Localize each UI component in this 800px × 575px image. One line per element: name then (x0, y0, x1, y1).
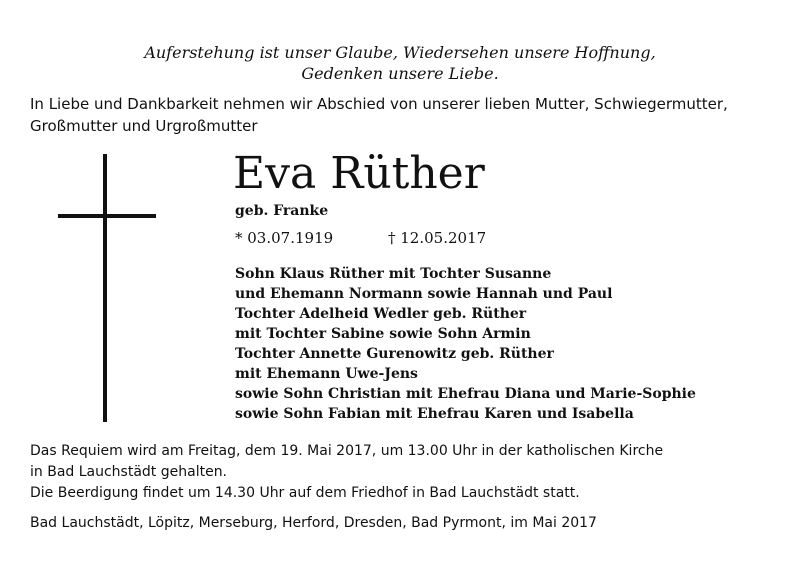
maiden-name: geb. Franke (235, 203, 329, 219)
mourner-line: mit Tochter Sabine sowie Sohn Armin (235, 326, 531, 342)
places-date-line: Bad Lauchstädt, Löpitz, Merseburg, Herford, Dresden, Bad Pyrmont, im Mai 2017 (30, 515, 597, 531)
cross-horizontal-beam (58, 214, 156, 218)
mourner-line: Sohn Klaus Rüther mit Tochter Susanne (235, 266, 552, 282)
mourner-line: und Ehemann Normann sowie Hannah und Paul (235, 286, 613, 302)
mourner-line: Tochter Annette Gurenowitz geb. Rüther (235, 346, 554, 362)
mourner-line: mit Ehemann Uwe-Jens (235, 366, 418, 382)
requiem-text (30, 441, 790, 504)
mourner-line: sowie Sohn Fabian mit Ehefrau Karen und Isabella (235, 406, 634, 422)
mourner-line: sowie Sohn Christian mit Ehefrau Diana und Marie-Sophie (235, 386, 696, 402)
cross-vertical-beam (103, 154, 107, 422)
requiem-line-2: in Bad Lauchstädt gehalten. (30, 464, 228, 480)
death-date: † 12.05.2017 (388, 229, 487, 247)
motto-line-1: Auferstehung ist unser Glaube, Wiedersehen unsere Hoffnung, (144, 43, 656, 62)
mourners-list (235, 264, 696, 424)
motto-line-2: Gedenken unsere Liebe. (301, 64, 499, 83)
requiem-line-1: Das Requiem wird am Freitag, dem 19. Mai 2017, um 13.00 Uhr in der katholischen Kirche (30, 443, 664, 459)
intro-text: In Liebe und Dankbarkeit nehmen wir Abschied von unserer lieben Mutter, Schwiegermutter, Großmutter und Urgroßmutter (30, 95, 728, 135)
burial-line: Die Beerdigung findet um 14.30 Uhr auf dem Friedhof in Bad Lauchstädt statt. (30, 485, 580, 501)
birth-date: * 03.07.1919 (235, 229, 334, 247)
mourner-line: Tochter Adelheid Wedler geb. Rüther (235, 306, 527, 322)
deceased-name: Eva Rüther (233, 148, 485, 199)
